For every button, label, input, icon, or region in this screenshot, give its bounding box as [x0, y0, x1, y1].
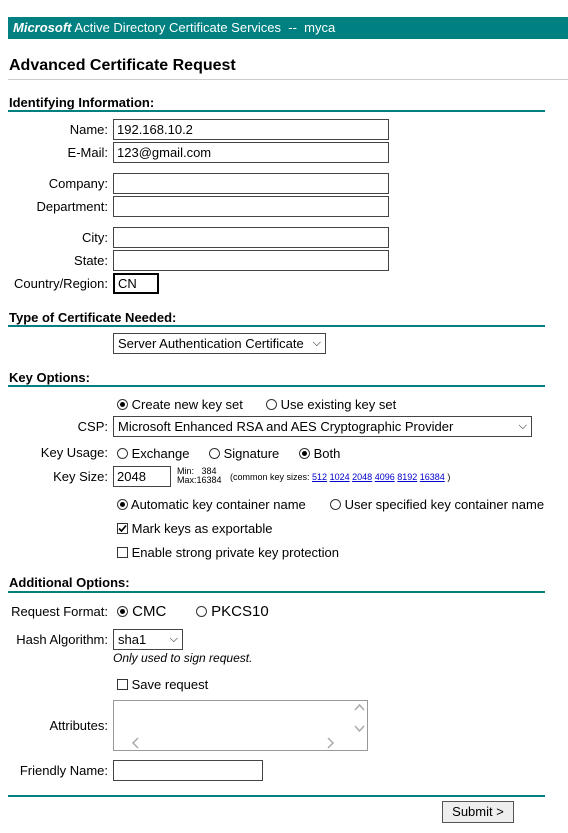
usage-signature-label: Signature [223, 446, 280, 461]
header-separator: -- [288, 20, 297, 35]
usage-exchange-option[interactable] [117, 446, 189, 461]
identifying-rule [8, 110, 545, 112]
exportable-label: Mark keys as exportable [131, 521, 273, 536]
key-size-link-16384[interactable]: 16384 [419, 472, 445, 482]
attributes-hscrollbar[interactable] [114, 736, 352, 750]
user-container-label: User specified key container name [344, 497, 545, 512]
country-label: Country/Region: [14, 276, 108, 291]
request-format-label: Request Format: [11, 604, 108, 619]
friendly-name-input[interactable] [113, 760, 263, 781]
key-size-link-8192[interactable]: 8192 [397, 472, 418, 482]
use-existing-label: Use existing key set [280, 397, 397, 412]
common-key-sizes [230, 472, 450, 482]
email-input[interactable] [113, 142, 389, 163]
attributes-label: Attributes: [49, 718, 108, 733]
user-container-radio[interactable] [330, 499, 341, 510]
format-pkcs10-label: PKCS10 [211, 603, 269, 620]
strong-protection-option[interactable] [117, 545, 339, 560]
usage-both-option[interactable] [299, 446, 340, 461]
department-input[interactable] [113, 196, 389, 217]
company-label: Company: [48, 176, 108, 191]
cert-type-rule [8, 325, 545, 327]
usage-both-radio[interactable] [299, 448, 310, 459]
format-cmc-radio[interactable] [117, 606, 128, 617]
csp-select[interactable] [113, 416, 532, 437]
usage-signature-option[interactable] [209, 446, 279, 461]
key-size-label: Key Size: [53, 469, 108, 484]
app-header [8, 17, 568, 39]
max-label: Max: [177, 475, 197, 485]
brand-name: Microsoft [13, 20, 72, 35]
key-options-heading: Key Options: [9, 370, 90, 385]
exportable-checkbox[interactable] [117, 523, 128, 534]
key-options-rule [8, 385, 545, 387]
format-pkcs10-radio[interactable] [196, 606, 207, 617]
hash-algorithm-label: Hash Algorithm: [16, 632, 108, 647]
state-label: State: [74, 253, 108, 268]
hash-note: Only used to sign request. [113, 651, 253, 665]
friendly-name-label: Friendly Name: [19, 763, 108, 778]
chevron-down-icon: ⌵ [518, 420, 527, 432]
format-cmc-label: CMC [132, 603, 167, 620]
format-cmc-option[interactable] [117, 603, 166, 620]
company-input[interactable] [113, 173, 389, 194]
name-input[interactable] [113, 119, 389, 140]
city-input[interactable] [113, 227, 389, 248]
max-value: 16384 [196, 475, 222, 485]
create-new-radio[interactable] [117, 399, 128, 410]
country-input[interactable] [113, 273, 159, 294]
strong-protection-checkbox[interactable] [117, 547, 128, 558]
attributes-textarea[interactable] [113, 700, 368, 751]
save-request-checkbox[interactable] [117, 679, 128, 690]
chevron-down-icon: ⌵ [312, 337, 321, 349]
cert-type-selected: Server Authentication Certificate [118, 336, 304, 351]
submit-button[interactable]: Submit > [442, 801, 514, 823]
key-usage-label: Key Usage: [40, 445, 108, 460]
key-size-range [177, 467, 223, 485]
usage-exchange-radio[interactable] [117, 448, 128, 459]
min-label: Min: [177, 466, 195, 476]
title-divider [8, 79, 568, 80]
save-request-label: Save request [131, 677, 209, 692]
common-suffix: ) [447, 472, 451, 482]
city-label: City: [82, 230, 108, 245]
user-container-option[interactable] [330, 497, 544, 512]
additional-heading: Additional Options: [9, 575, 130, 590]
email-label: E-Mail: [67, 145, 108, 160]
auto-container-label: Automatic key container name [130, 497, 306, 512]
hash-selected: sha1 [118, 632, 147, 647]
state-input[interactable] [113, 250, 389, 271]
min-value: 384 [201, 466, 217, 476]
key-size-link-2048[interactable]: 2048 [352, 472, 373, 482]
usage-exchange-label: Exchange [131, 446, 190, 461]
format-pkcs10-option[interactable] [196, 603, 269, 620]
name-label: Name: [69, 122, 108, 137]
page-title: Advanced Certificate Request [9, 57, 236, 74]
use-existing-key-option[interactable] [266, 397, 396, 412]
usage-both-label: Both [313, 446, 341, 461]
exportable-option[interactable] [117, 521, 273, 536]
key-size-link-4096[interactable]: 4096 [374, 472, 395, 482]
header-ca-name: myca [304, 20, 336, 35]
cert-type-select[interactable] [113, 333, 326, 354]
header-title: Active Directory Certificate Services [74, 20, 282, 35]
auto-container-option[interactable] [117, 497, 306, 512]
create-new-key-option[interactable] [117, 397, 243, 412]
key-size-input[interactable] [113, 466, 171, 487]
save-request-option[interactable] [117, 677, 208, 692]
usage-signature-radio[interactable] [209, 448, 220, 459]
cert-type-heading: Type of Certificate Needed: [9, 310, 177, 325]
strong-protection-label: Enable strong private key protection [131, 545, 340, 560]
department-label: Department: [36, 199, 108, 214]
csp-label: CSP: [77, 419, 108, 434]
csp-selected: Microsoft Enhanced RSA and AES Cryptographic Provider [118, 419, 454, 434]
attributes-vscrollbar[interactable] [352, 701, 367, 737]
key-size-link-1024[interactable]: 1024 [329, 472, 350, 482]
common-prefix: (common key sizes: [230, 472, 310, 482]
key-size-link-512[interactable]: 512 [312, 472, 328, 482]
create-new-label: Create new key set [131, 397, 243, 412]
identifying-heading: Identifying Information: [9, 95, 155, 110]
use-existing-radio[interactable] [266, 399, 277, 410]
hash-algorithm-select[interactable] [113, 629, 183, 650]
auto-container-radio[interactable] [117, 499, 128, 510]
additional-rule [8, 591, 545, 593]
bottom-rule [8, 795, 545, 797]
chevron-down-icon: ⌵ [169, 633, 178, 645]
